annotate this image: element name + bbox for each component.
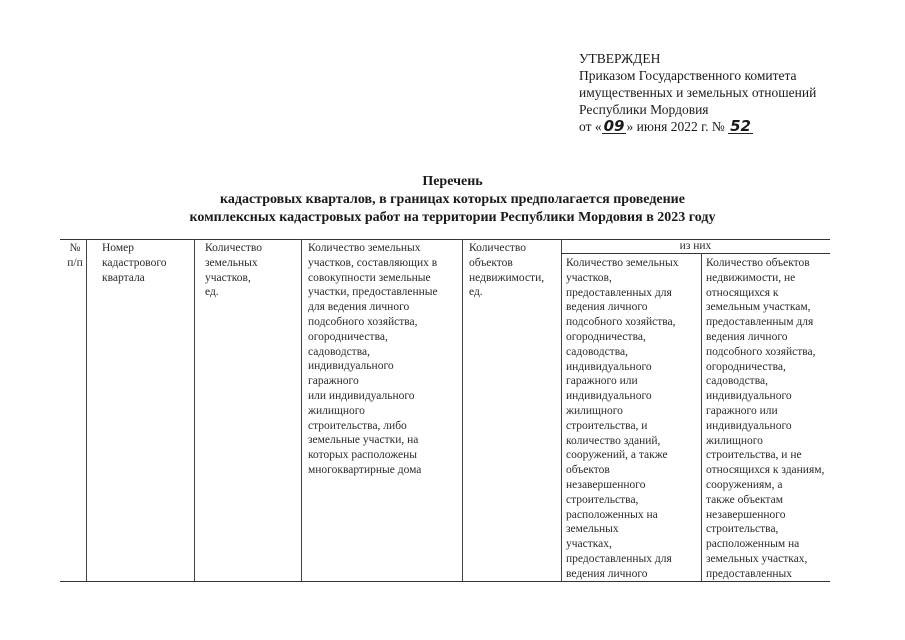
col-divider <box>86 239 87 581</box>
title-line-1: Перечень <box>422 174 483 189</box>
approval-line-2: имущественных и земельных отношений <box>579 85 817 100</box>
approval-line-3: Республики Мордовия <box>579 102 709 117</box>
date-prefix: от « <box>579 119 602 134</box>
header-cadastral-quarter: Номер кадастрового квартала <box>102 242 167 284</box>
handwritten-number: 52 <box>730 117 751 135</box>
title-line-3: комплексных кадастровых работ на территории Республики Мордовия в 2023 году <box>189 210 716 225</box>
header-number: № п/п <box>67 242 83 269</box>
subheader-other-objects: Количество объектов недвижимости, не относящихся к земельным участкам, предоставленным для ведения личного подсобного хозяйства, огородничества, садоводства, индивидуального гаражного или индивидуального жилищного строительства, и не относящихся к зданиям, сооружениям, а также объектам незавершенного строительства, расположенным на земельных участках, предоставленных <box>706 257 825 580</box>
approval-block <box>579 50 816 135</box>
col-divider <box>301 239 302 581</box>
handwritten-day: 09 <box>603 117 625 135</box>
approval-date-line <box>579 118 816 135</box>
title-line-2: кадастровых кварталов, в границах которых предполагается проведение <box>220 192 685 207</box>
col-divider <box>701 253 702 581</box>
header-real-estate-objects: Количество объектов недвижимости, ед. <box>469 242 545 299</box>
col-divider <box>194 239 195 581</box>
document-title <box>0 173 905 227</box>
col-divider <box>462 239 463 581</box>
subheader-parcels-and-buildings: Количество земельных участков, предоставленных для ведения личного подсобного хозяйства, огородничества, садоводства, индивидуального гаражного или индивидуального жилищного строительства, и количество зданий, сооружений, а также объектов незавершенного строительства, расположенных на земельных участках, предоставленных для ведения личного <box>566 257 679 580</box>
date-mid: » июня 2022 г. № <box>626 119 725 134</box>
approval-heading: УТВЕРЖДЕН <box>579 51 661 66</box>
header-parcels-count: Количество земельных участков, ед. <box>205 242 262 299</box>
header-group-of-them: из них <box>679 240 712 252</box>
header-parcels-total: Количество земельных участков, составляющих в совокупности земельные участки, предоставленные для ведения личного подсобного хозяйства, огородничества, садоводства, индивидуального гаражного или индивидуального жилищного строительства, либо земельные участки, на которых расположены многоквартирные дома <box>308 242 438 476</box>
col-divider <box>561 239 562 581</box>
approval-line-1: Приказом Государственного комитета <box>579 68 797 83</box>
